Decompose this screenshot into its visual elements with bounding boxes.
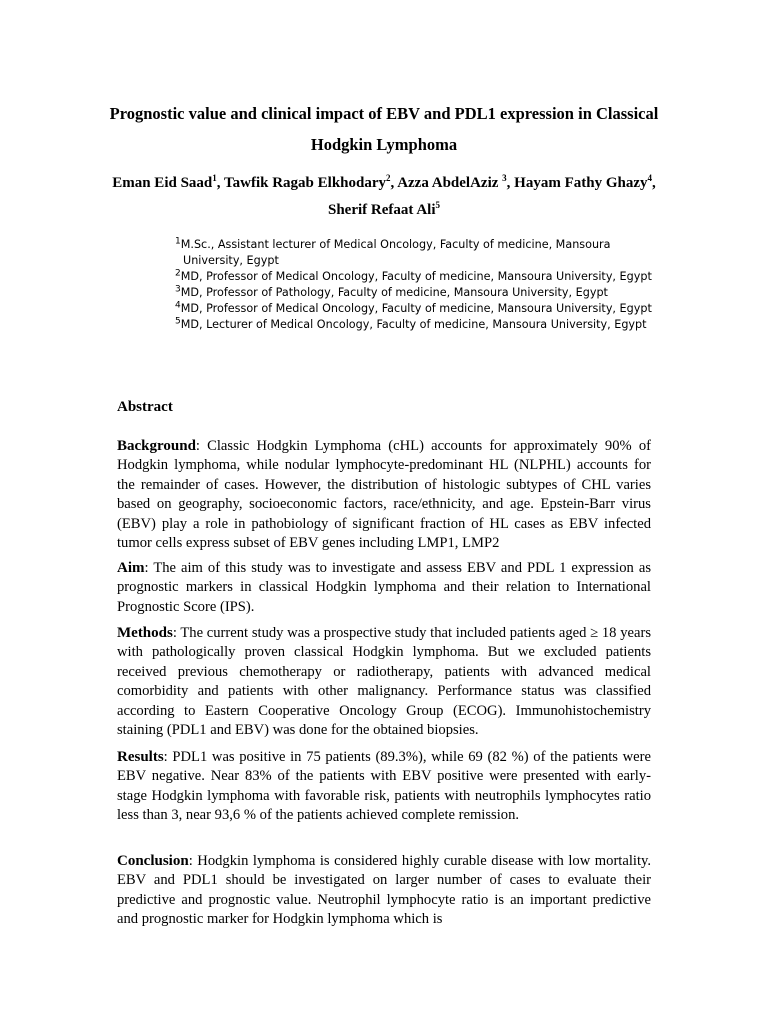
conclusion-label: Conclusion (117, 853, 189, 869)
results-text: : PDL1 was positive in 75 patients (89.3%), while 69 (82 %) of the patients were EBV negative. Near 83% of the patients with EBV positive were presented with early-stage Hodgkin lymphoma with favorable risk, patients with neutrophils lymphocytes ratio less than 3, near 93,6 % of the patients achieved complete remission. (117, 749, 651, 824)
aim-text: : The aim of this study was to investigate and assess EBV and PDL 1 expression as prognostic markers in classical Hodgkin lymphoma and their relation to International Prognostic Score (IPS). (117, 560, 651, 615)
methods-label: Methods (117, 625, 173, 641)
affiliation-2: $^2$MD, Professor of Medical Oncology, Faculty of medicine, Mansoura University, Egypt (175, 268, 652, 284)
methods-text: : The current study was a prospective study that included patients aged ≥ 18 years with pathologically proven classical Hodgkin lymphoma. But we excluded patients received previous chemotherapy or radiotherapy, patients with advanced medical comorbidity and patients with other malignancy. Performance status was classified according to Eastern Cooperative Oncology Group (ECOG). Immunohistochemistry staining (PDL1 and EBV) was done for the obtained biopsies. (117, 625, 651, 739)
affiliation-3: $^3$MD, Professor of Pathology, Faculty of medicine, Mansoura University, Egypt (175, 284, 608, 300)
methods-paragraph (117, 624, 651, 740)
abstract-heading: Abstract (117, 399, 173, 415)
author-4: Hayam Fathy Ghazy$^4$ (514, 173, 653, 191)
affiliation-list (175, 237, 655, 334)
paper-title: Prognostic value and clinical impact of EBV and PDL1 expression in Classical Hodgkin Lymphoma (109, 104, 659, 154)
affiliation-1: $^1$M.Sc., Assistant lecturer of Medical Oncology, Faculty of medicine, Mansoura University, Egypt (175, 236, 611, 268)
aim-paragraph (117, 559, 651, 617)
affiliation-5: $^5$MD, Lecturer of Medical Oncology, Faculty of medicine, Mansoura University, Egypt (175, 316, 647, 332)
author-2: Tawfik Ragab Elkhodary$^2$ (224, 173, 391, 191)
author-list: Eman Eid Saad$^1$, Tawfik Ragab Elkhodary$^2$, Azza AbdelAziz $^3$, Hayam Fathy Ghazy$^4$, Sherif Refaat Ali$^5$ (112, 173, 656, 218)
background-label: Background (117, 438, 196, 454)
background-paragraph (117, 437, 651, 553)
author-1: Eman Eid Saad$^1$ (112, 173, 217, 191)
author-3: Azza AbdelAziz $^3$ (397, 173, 507, 191)
aim-label: Aim (117, 560, 145, 576)
background-text: : Classic Hodgkin Lymphoma (cHL) accounts for approximately 90% of Hodgkin lymphoma, while nodular lymphocyte-predominant HL (NLPHL) accounts for the remainder of cases. However, the distribution of histologic subtypes of CHL varies based on geography, socioeconomic factors, race/ethnicity, and age. Epstein-Barr virus (EBV) play a role in pathobiology of significant fraction of HL cases as EBV infected tumor cells express subset of EBV genes including LMP1, LMP2 (117, 438, 651, 552)
results-label: Results (117, 749, 164, 765)
conclusion-text: : Hodgkin lymphoma is considered highly curable disease with low mortality. EBV and PDL1 should be investigated on larger number of cases to evaluate their predictive and prognostic value. Neutrophil lymphocyte ratio is an important predictive and prognostic marker for Hodgkin lymphoma which is (117, 853, 651, 928)
conclusion-paragraph (117, 852, 651, 930)
results-paragraph (117, 748, 651, 826)
affiliation-4: $^4$MD, Professor of Medical Oncology, Faculty of medicine, Mansoura University, Egypt (175, 300, 652, 316)
author-5: Sherif Refaat Ali$^5$ (328, 200, 440, 218)
